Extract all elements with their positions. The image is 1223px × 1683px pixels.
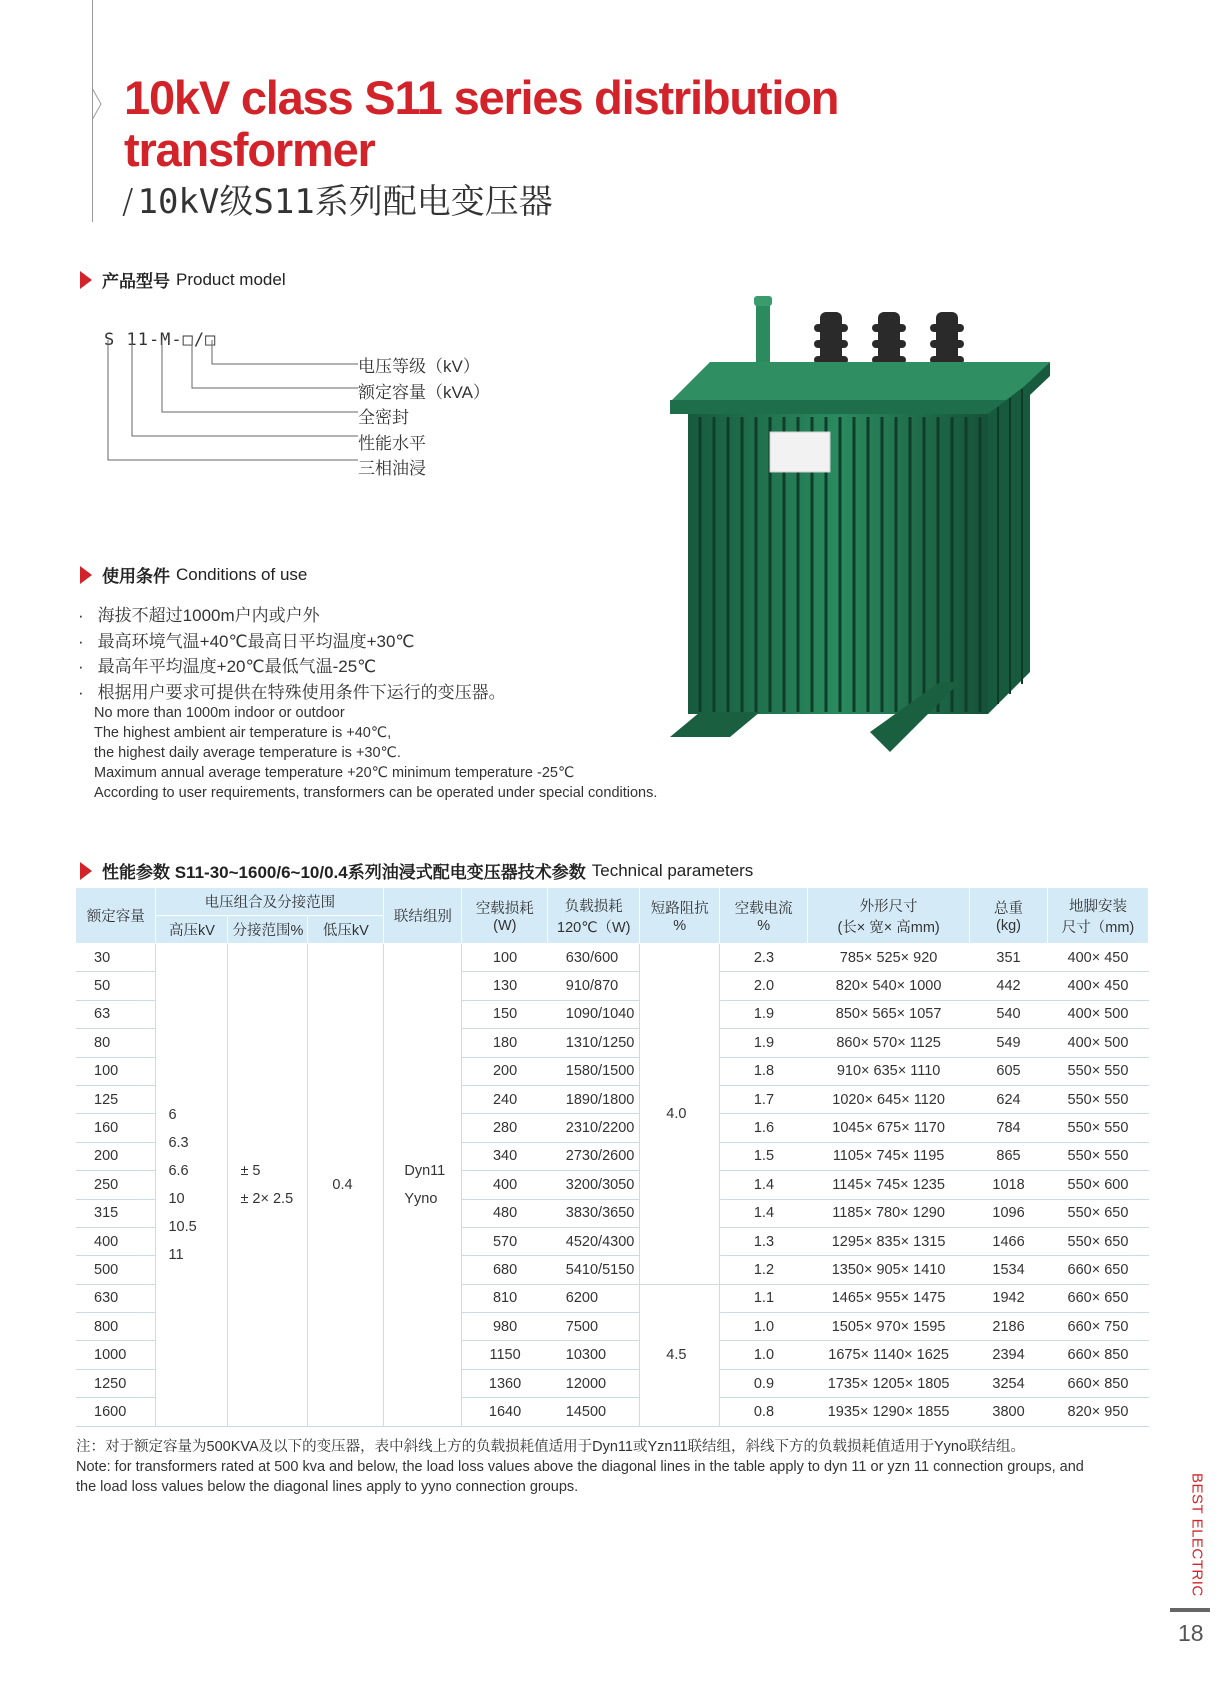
cell-mounting: 400× 500: [1047, 1000, 1148, 1028]
header-load-loss: 负载损耗 120℃（W): [548, 888, 640, 944]
cell-weight: 865: [970, 1142, 1048, 1170]
cell-mounting: 660× 650: [1047, 1256, 1148, 1284]
cell-noload: 480: [462, 1199, 548, 1227]
header-tap: 分接范围%: [228, 916, 308, 944]
cell-mounting: 660× 650: [1047, 1284, 1148, 1312]
model-label: 额定容量（kVA）: [358, 382, 490, 402]
cell-noload: 100: [462, 944, 548, 972]
cell-current: 2.0: [720, 972, 808, 1000]
cell-noload: 400: [462, 1171, 548, 1199]
list-item: · 最高年平均温度+20℃最低气温-25℃: [78, 654, 506, 680]
cell-noload: 340: [462, 1142, 548, 1170]
cell-load: 2310/2200: [548, 1114, 640, 1142]
cell-current: 1.3: [720, 1227, 808, 1255]
title-slash: /: [122, 182, 134, 222]
cell-current: 0.9: [720, 1369, 808, 1397]
list-item: the highest daily average temperature is +30℃.: [94, 745, 401, 761]
section-en: Conditions of use: [176, 564, 308, 584]
cell-dimensions: 1295× 835× 1315: [808, 1227, 970, 1255]
section-arrow-icon: [80, 566, 92, 584]
cell-load: 910/870: [548, 972, 640, 1000]
cell-value: 6.3: [168, 1134, 189, 1151]
cell-noload: 130: [462, 972, 548, 1000]
cell-value: ± 2× 2.5: [240, 1190, 294, 1207]
cell-weight: 1534: [970, 1256, 1048, 1284]
cell-weight: 549: [970, 1029, 1048, 1057]
cell-weight: 1942: [970, 1284, 1048, 1312]
title-line-2: transformer: [124, 123, 375, 176]
section-en: Technical parameters: [591, 860, 754, 880]
cell-capacity: 1250: [76, 1369, 156, 1397]
cell-current: 1.7: [720, 1085, 808, 1113]
cell-hv: [156, 944, 228, 1427]
cell-weight: 1096: [970, 1199, 1048, 1227]
cell-mounting: 820× 950: [1047, 1398, 1148, 1426]
cell-dimensions: 820× 540× 1000: [808, 972, 970, 1000]
cell-noload: 680: [462, 1256, 548, 1284]
header-connection: 联结组别: [384, 888, 462, 944]
list-item: · 根据用户要求可提供在特殊使用条件下运行的变压器。: [78, 680, 506, 706]
cell-load: 1310/1250: [548, 1029, 640, 1057]
technical-parameters-table: [76, 888, 1149, 1427]
cell-weight: 2394: [970, 1341, 1048, 1369]
cell-impedance: 4.0: [640, 944, 720, 1285]
brand-name: BEST ELECTRIC: [1188, 1472, 1206, 1597]
cell-capacity: 63: [76, 1000, 156, 1028]
cell-weight: 3800: [970, 1398, 1048, 1426]
header-noload-loss: 空载损耗 (W): [462, 888, 548, 944]
list-item: · 最高环境气温+40℃最高日平均温度+30℃: [78, 629, 506, 655]
cell-capacity: 630: [76, 1284, 156, 1312]
cell-dimensions: 1045× 675× 1170: [808, 1114, 970, 1142]
cell-value: 6.6: [168, 1162, 189, 1179]
cell-connection-values: [404, 1157, 461, 1213]
cell-load: 12000: [548, 1369, 640, 1397]
cell-load: 630/600: [548, 944, 640, 972]
cell-mounting: 660× 750: [1047, 1313, 1148, 1341]
header-mounting: 地脚安装 尺寸（mm): [1047, 888, 1148, 944]
table-note: [76, 1437, 1084, 1497]
model-label: 性能水平: [358, 433, 426, 453]
note-en-2: the load loss values below the diagonal lines apply to yyno connection groups.: [76, 1479, 579, 1495]
cell-dimensions: 1465× 955× 1475: [808, 1284, 970, 1312]
cell-dimensions: 1350× 905× 1410: [808, 1256, 970, 1284]
cell-weight: 3254: [970, 1369, 1048, 1397]
model-label: 三相油浸: [358, 459, 426, 478]
section-product-model: [80, 267, 286, 292]
cell-load: 1890/1800: [548, 1085, 640, 1113]
cell-capacity: 500: [76, 1256, 156, 1284]
cell-load: 3200/3050: [548, 1171, 640, 1199]
cell-dimensions: 1145× 745× 1235: [808, 1171, 970, 1199]
cell-weight: 442: [970, 972, 1048, 1000]
cell-value: 10.5: [168, 1218, 197, 1235]
cell-dimensions: 785× 525× 920: [808, 944, 970, 972]
cell-current: 1.4: [720, 1171, 808, 1199]
cell-dimensions: 1675× 1140× 1625: [808, 1341, 970, 1369]
page-number: 18: [1178, 1620, 1204, 1646]
brand-vertical: [1185, 1462, 1209, 1607]
cell-noload: 980: [462, 1313, 548, 1341]
section-cn: 性能参数 S11-30~1600/6~10/0.4系列油浸式配电变压器技术参数: [102, 863, 586, 882]
cell-value: Yyno: [404, 1190, 438, 1207]
cell-load: 2730/2600: [548, 1142, 640, 1170]
cell-value: 6: [168, 1106, 177, 1123]
header-impedance: 短路阻抗 %: [640, 888, 720, 944]
cell-mounting: 550× 550: [1047, 1142, 1148, 1170]
cell-value: 11: [168, 1246, 184, 1263]
cell-mounting: 400× 450: [1047, 944, 1148, 972]
cell-noload: 1640: [462, 1398, 548, 1426]
cell-dimensions: 1735× 1205× 1805: [808, 1369, 970, 1397]
cell-tap: [228, 944, 308, 1427]
cell-noload: 240: [462, 1085, 548, 1113]
cell-load: 14500: [548, 1398, 640, 1426]
cell-dimensions: 1105× 745× 1195: [808, 1142, 970, 1170]
title-line-1: 10kV class S11 series distribution: [124, 71, 839, 124]
cell-noload: 150: [462, 1000, 548, 1028]
cell-dimensions: 850× 565× 1057: [808, 1000, 970, 1028]
cell-impedance: 4.5: [640, 1284, 720, 1426]
header-lv: 低压kV: [308, 916, 384, 944]
cell-load: 7500: [548, 1313, 640, 1341]
list-item: The highest ambient air temperature is +40℃,: [94, 725, 392, 741]
conditions-list-en: [94, 703, 657, 803]
cell-capacity: 125: [76, 1085, 156, 1113]
transformer-illustration: [670, 292, 1080, 772]
header-dimensions: 外形尺寸 (长× 宽× 高mm): [808, 888, 970, 944]
cell-load: 10300: [548, 1341, 640, 1369]
section-parameters: [80, 858, 753, 883]
header-voltage-group: 电压组合及分接范围: [156, 888, 384, 916]
cell-dimensions: 860× 570× 1125: [808, 1029, 970, 1057]
list-item: Maximum annual average temperature +20℃ minimum temperature -25℃: [94, 765, 575, 781]
cell-current: 2.3: [720, 944, 808, 972]
cell-dimensions: 1020× 645× 1120: [808, 1085, 970, 1113]
cell-noload: 810: [462, 1284, 548, 1312]
note-en-1: Note: for transformers rated at 500 kva and below, the load loss values above the diagonal lines in the table apply to dyn 11 or yzn 11 connection groups, and: [76, 1459, 1084, 1475]
cell-weight: 1018: [970, 1171, 1048, 1199]
cell-current: 1.5: [720, 1142, 808, 1170]
cell-capacity: 200: [76, 1142, 156, 1170]
cell-capacity: 50: [76, 972, 156, 1000]
cell-lv: [308, 944, 384, 1427]
cell-noload: 180: [462, 1029, 548, 1057]
header-hv: 高压kV: [156, 916, 228, 944]
note-cn: 注：对于额定容量为500KVA及以下的变压器，表中斜线上方的负载损耗值适用于Dyn11或Yzn11联结组，斜线下方的负载损耗值适用于Yyno联结组。: [76, 1439, 1026, 1455]
cell-mounting: 550× 650: [1047, 1227, 1148, 1255]
cell-lv-values: [332, 1171, 383, 1199]
cell-value: Dyn11: [404, 1162, 446, 1179]
cell-noload: 1150: [462, 1341, 548, 1369]
cell-load: 5410/5150: [548, 1256, 640, 1284]
cell-mounting: 660× 850: [1047, 1369, 1148, 1397]
table-body: [76, 944, 1149, 1427]
cell-mounting: 550× 550: [1047, 1057, 1148, 1085]
cell-value: 10: [168, 1190, 185, 1207]
list-item: According to user requirements, transformers can be operated under special conditions.: [94, 785, 658, 801]
title-cn-text: 10kV级S11系列配电变压器: [137, 182, 553, 222]
cell-mounting: 400× 450: [1047, 972, 1148, 1000]
section-arrow-icon: [80, 862, 92, 880]
cell-current: 1.2: [720, 1256, 808, 1284]
cell-current: 1.8: [720, 1057, 808, 1085]
cell-load: 6200: [548, 1284, 640, 1312]
cell-current: 1.6: [720, 1114, 808, 1142]
cell-current: 1.0: [720, 1341, 808, 1369]
cell-tap-values: [240, 1157, 307, 1213]
cell-current: 1.9: [720, 1029, 808, 1057]
cell-current: 1.9: [720, 1000, 808, 1028]
model-label: 全密封: [358, 408, 409, 427]
cell-hv-values: [168, 1101, 227, 1269]
model-code: S 11-M-□/□: [104, 330, 217, 350]
cell-current: 1.1: [720, 1284, 808, 1312]
cell-mounting: 550× 550: [1047, 1085, 1148, 1113]
section-cn: 使用条件: [102, 567, 170, 586]
cell-load: 4520/4300: [548, 1227, 640, 1255]
cell-current: 0.8: [720, 1398, 808, 1426]
section-conditions: [80, 562, 307, 587]
cell-dimensions: 1185× 780× 1290: [808, 1199, 970, 1227]
page-title: [124, 72, 838, 176]
cell-capacity: 800: [76, 1313, 156, 1341]
cell-capacity: 400: [76, 1227, 156, 1255]
model-diagram-lines: [100, 340, 360, 480]
cell-weight: 1466: [970, 1227, 1048, 1255]
cell-mounting: 550× 650: [1047, 1199, 1148, 1227]
cell-dimensions: 1505× 970× 1595: [808, 1313, 970, 1341]
cell-value: ± 5: [240, 1162, 261, 1179]
cell-weight: 605: [970, 1057, 1048, 1085]
cell-dimensions: 910× 635× 1110: [808, 1057, 970, 1085]
title-bracket-icon: [92, 88, 104, 128]
conditions-list-cn: [78, 603, 506, 705]
model-labels: [358, 354, 490, 482]
cell-dimensions: 1935× 1290× 1855: [808, 1398, 970, 1426]
cell-mounting: 660× 850: [1047, 1341, 1148, 1369]
cell-capacity: 160: [76, 1114, 156, 1142]
section-en: Product model: [176, 269, 286, 289]
cell-weight: 624: [970, 1085, 1048, 1113]
list-item: No more than 1000m indoor or outdoor: [94, 705, 345, 721]
page-number-rule: [1170, 1608, 1210, 1612]
cell-value: 0.4: [332, 1176, 353, 1193]
cell-noload: 1360: [462, 1369, 548, 1397]
header-capacity: 额定容量: [76, 888, 156, 944]
cell-current: 1.0: [720, 1313, 808, 1341]
cell-capacity: 1000: [76, 1341, 156, 1369]
cell-weight: 351: [970, 944, 1048, 972]
cell-weight: 784: [970, 1114, 1048, 1142]
cell-noload: 280: [462, 1114, 548, 1142]
header-weight: 总重 (kg): [970, 888, 1048, 944]
cell-capacity: 100: [76, 1057, 156, 1085]
cell-load: 1580/1500: [548, 1057, 640, 1085]
cell-connection: [384, 944, 462, 1427]
cell-load: 1090/1040: [548, 1000, 640, 1028]
cell-weight: 540: [970, 1000, 1048, 1028]
section-cn: 产品型号: [102, 272, 170, 291]
cell-current: 1.4: [720, 1199, 808, 1227]
cell-capacity: 30: [76, 944, 156, 972]
cell-capacity: 315: [76, 1199, 156, 1227]
cell-mounting: 550× 600: [1047, 1171, 1148, 1199]
cell-weight: 2186: [970, 1313, 1048, 1341]
list-item: · 海拔不超过1000m户内或户外: [78, 603, 506, 629]
cell-capacity: 80: [76, 1029, 156, 1057]
cell-load: 3830/3650: [548, 1199, 640, 1227]
cell-capacity: 250: [76, 1171, 156, 1199]
section-arrow-icon: [80, 271, 92, 289]
header-noload-current: 空载电流 %: [720, 888, 808, 944]
table-row: [76, 944, 1149, 972]
model-label: 电压等级（kV）: [358, 357, 480, 376]
page-title-cn: [122, 182, 553, 222]
cell-mounting: 400× 500: [1047, 1029, 1148, 1057]
cell-mounting: 550× 550: [1047, 1114, 1148, 1142]
cell-capacity: 1600: [76, 1398, 156, 1426]
cell-noload: 570: [462, 1227, 548, 1255]
cell-noload: 200: [462, 1057, 548, 1085]
